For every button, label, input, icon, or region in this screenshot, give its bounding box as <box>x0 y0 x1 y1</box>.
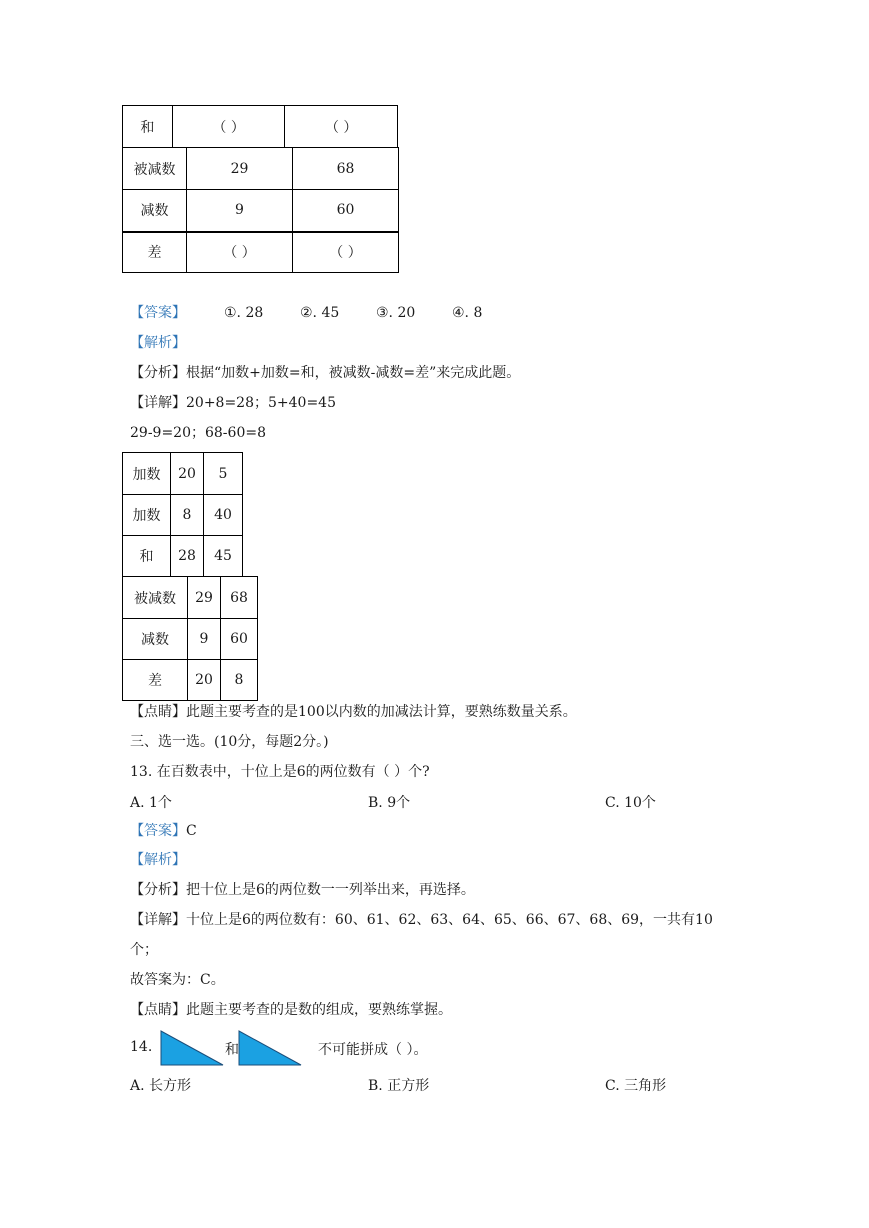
sum-blank-1: （ ） <box>172 106 285 148</box>
answer-2: ②. 45 <box>300 305 340 321</box>
sub-cell: 8 <box>221 660 258 701</box>
subtraction-table <box>122 576 258 701</box>
add-cell: 28 <box>171 536 204 577</box>
q14-question-tail: 不可能拼成（ ）。 <box>318 1042 428 1058</box>
sub-cell: 68 <box>221 577 258 619</box>
add-cell: 加数 <box>123 495 171 536</box>
add-cell: 8 <box>171 495 204 536</box>
sub-cell: 差 <box>123 660 188 701</box>
answer-line <box>130 304 483 322</box>
sub-cell: 9 <box>188 619 221 660</box>
sum-blank-2: （ ） <box>285 106 398 148</box>
sub-cell: 29 <box>188 577 221 619</box>
minuend-1: 29 <box>187 148 293 190</box>
q13-answer-line <box>130 822 197 840</box>
q13-analysis-tag: 【解析】 <box>130 852 186 868</box>
answer-tag: 【答案】 <box>130 305 186 321</box>
analysis-fenxi: 【分析】根据“加数+加数=和，被减数-减数=差”来完成此题。 <box>130 365 521 381</box>
answer-4: ④. 8 <box>452 305 483 321</box>
subtrahend-label: 减数 <box>123 190 187 232</box>
sum-row-table <box>122 105 398 148</box>
q13-conclusion: 故答案为：C。 <box>130 972 225 988</box>
sub-cell: 60 <box>221 619 258 660</box>
addition-table <box>122 452 243 577</box>
q13-answer: C <box>186 823 197 839</box>
section-title: 三、选一选。(10分，每题2分。) <box>130 734 329 750</box>
detail-line-1: 【详解】20+8=28；5+40=45 <box>130 395 336 411</box>
q13-option-c: C. 10个 <box>605 795 656 811</box>
minuend-label: 被减数 <box>123 148 187 190</box>
add-cell: 加数 <box>123 453 171 495</box>
difference-label: 差 <box>123 232 187 273</box>
add-cell: 5 <box>204 453 243 495</box>
q13-option-b: B. 9个 <box>368 795 411 811</box>
q13-detail-1: 【详解】十位上是6的两位数有：60、61、62、63、64、65、66、67、68、69，一共有10 <box>130 912 713 928</box>
q14-option-b: B. 正方形 <box>368 1078 430 1094</box>
q13-option-a: A. 1个 <box>130 795 172 811</box>
answer-1: ①. 28 <box>224 305 264 321</box>
q13-fenxi: 【分析】把十位上是6的两位数一一列举出来，再选择。 <box>130 882 475 898</box>
add-cell: 40 <box>204 495 243 536</box>
dianjing-q12: 【点睛】此题主要考查的是100以内数的加减法计算，要熟练数量关系。 <box>130 704 577 720</box>
detail-line-2: 29-9=20；68-60=8 <box>130 425 266 441</box>
add-cell: 20 <box>171 453 204 495</box>
subtrahend-2: 60 <box>293 190 399 232</box>
q14-connector: 和 <box>225 1042 239 1058</box>
q13-answer-tag: 【答案】 <box>130 823 186 839</box>
difference-blank-1: （ ） <box>187 232 293 273</box>
q13-question: 13. 在百数表中，十位上是6的两位数有（ ）个? <box>130 764 430 780</box>
subtraction-input-table <box>122 147 399 273</box>
q13-detail-2: 个； <box>130 942 158 958</box>
analysis-tag: 【解析】 <box>130 335 186 351</box>
q13-dianjing: 【点睛】此题主要考查的是数的组成，要熟练掌握。 <box>130 1002 452 1018</box>
sub-cell: 20 <box>188 660 221 701</box>
sum-label: 和 <box>123 106 173 148</box>
subtrahend-1: 9 <box>187 190 293 232</box>
right-triangle-image <box>160 1030 224 1066</box>
minuend-2: 68 <box>293 148 399 190</box>
q14-option-c: C. 三角形 <box>605 1078 667 1094</box>
answer-3: ③. 20 <box>376 305 416 321</box>
q14-number: 14. <box>130 1039 153 1055</box>
q14-option-a: A. 长方形 <box>130 1078 192 1094</box>
sub-cell: 被减数 <box>123 577 188 619</box>
add-cell: 和 <box>123 536 171 577</box>
difference-blank-2: （ ） <box>293 232 399 273</box>
sub-cell: 减数 <box>123 619 188 660</box>
right-triangle-image <box>238 1030 302 1066</box>
add-cell: 45 <box>204 536 243 577</box>
